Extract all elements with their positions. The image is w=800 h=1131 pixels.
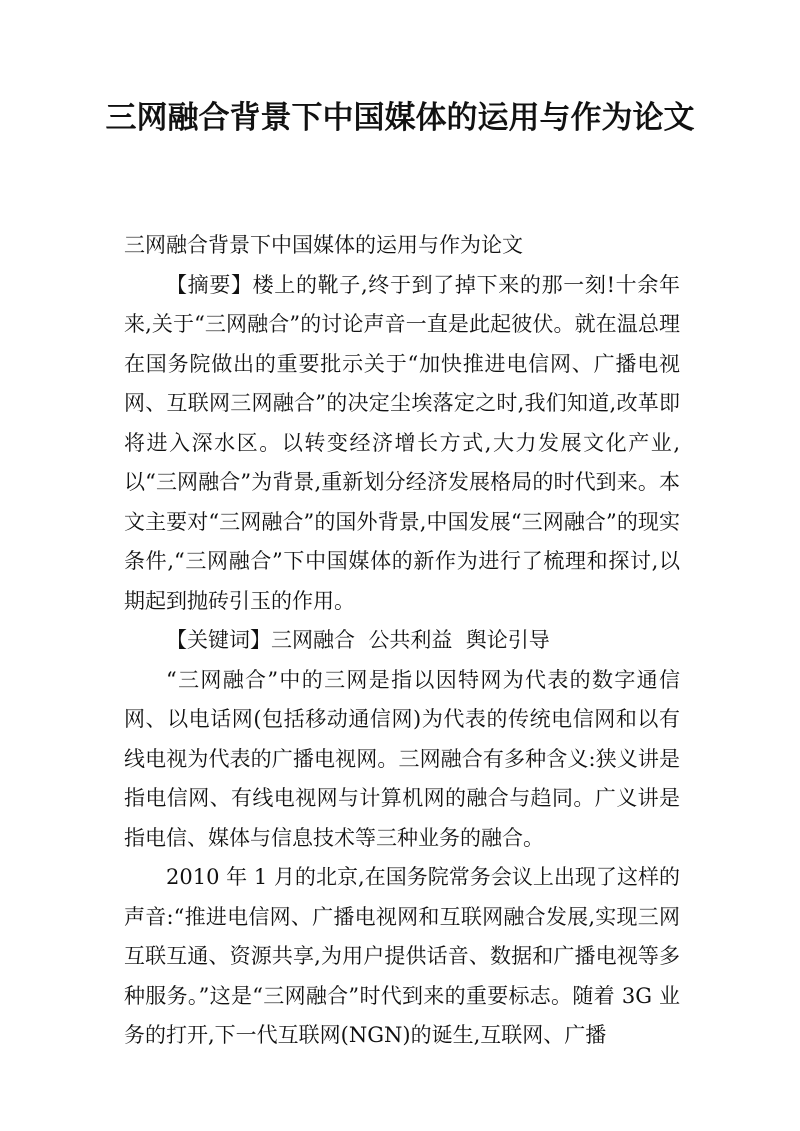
abstract-paragraph: 【摘要】楼上的靴子,终于到了掉下来的那一刻!十余年来,关于“三网融合”的讨论声音一直是此起彼伏。就在温总理在国务院做出的重要批示关于“加快推进电信网、广播电视网、互联网三网融合”的决定尘埃落定之时,我们知道,改革即将进入深水区。以转变经济增长方式,大力发展文化产业,以“三网融合”为背景,重新划分经济发展格局的时代到来。本文主要对“三网融合”的国外背景,中国发展“三网融合”的现实条件,“三网融合”下中国媒体的新作为进行了梳理和探讨,以期起到抛砖引玉的作用。 xyxy=(124,272,680,613)
subtitle-line: 三网融合背景下中国媒体的运用与作为论文 xyxy=(124,233,523,257)
page-title: 三网融合背景下中国媒体的运用与作为论文 xyxy=(105,100,695,136)
keywords-paragraph: 【关键词】三网融合 公共利益 舆论引导 xyxy=(166,628,550,652)
document-body xyxy=(124,226,680,1056)
body-paragraph: “三网融合”中的三网是指以因特网为代表的数字通信网、以电话网(包括移动通信网)为代表的传统电信网和以有线电视为代表的广播电视网。三网融合有多种含义:狭义讲是指电信网、有线电视网与计算机网的融合与趋同。广义讲是指电信、媒体与信息技术等三种业务的融合。 xyxy=(124,667,680,850)
body-paragraph: 2010 年 1 月的北京,在国务院常务会议上出现了这样的声音:“推进电信网、广播电视网和互联网融合发展,实现三网互联互通、资源共享,为用户提供话音、数据和广播电视等多种服务。”这是“三网融合”时代到来的重要标志。随着 3G 业务的打开,下一代互联网(NGN)的诞生,互联网、广播 xyxy=(124,865,680,1047)
